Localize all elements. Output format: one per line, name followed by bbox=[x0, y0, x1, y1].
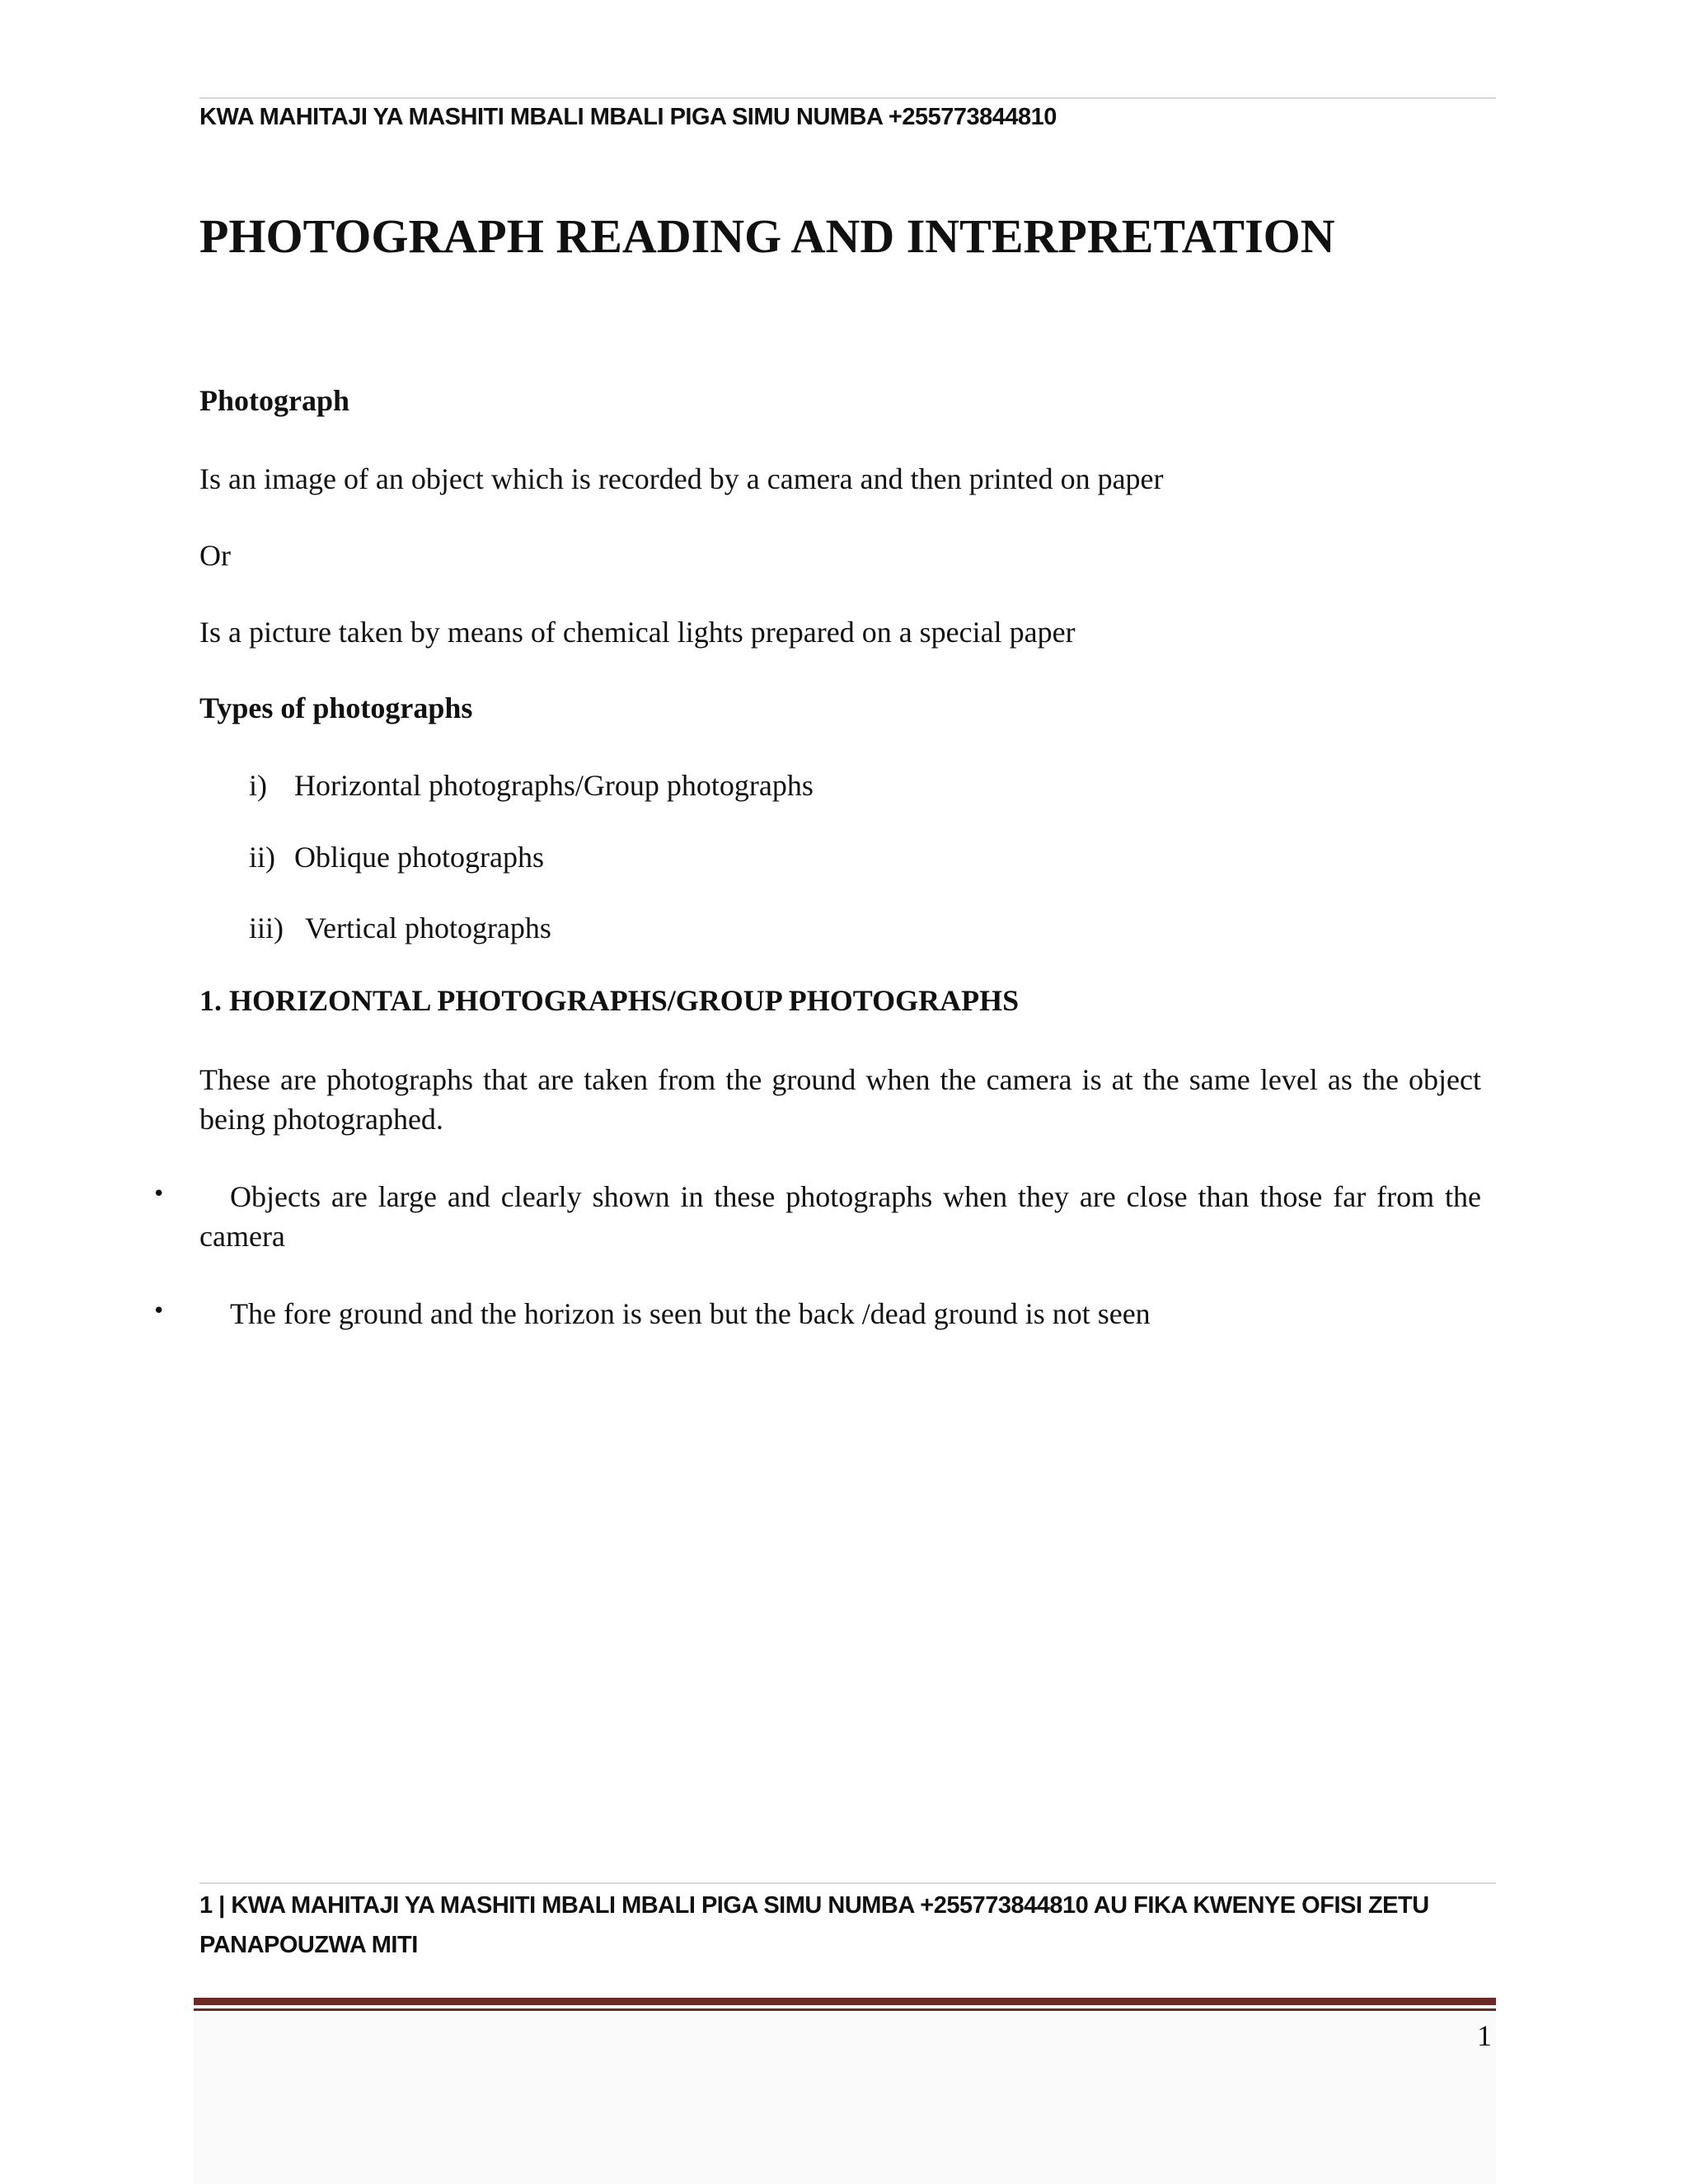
or-text: Or bbox=[199, 539, 231, 572]
page-number: 1 bbox=[1477, 2019, 1492, 2052]
bullet-icon: • bbox=[152, 1299, 166, 1324]
footer-band bbox=[194, 1998, 1496, 2005]
list-number: ii) bbox=[249, 841, 275, 874]
bullet-text: The fore ground and the horizon is seen but the back /dead ground is not seen bbox=[230, 1297, 1151, 1330]
page-header: KWA MAHITAJI YA MASHITI MBALI MBALI PIGA SIMU NUMBA +255773844810 bbox=[199, 104, 1057, 130]
list-text: Horizontal photographs/Group photographs bbox=[294, 769, 814, 802]
horizontal-description: These are photographs that are taken from the ground when the camera is at the same level as the object being photographed. bbox=[199, 1063, 1481, 1136]
list-text: Oblique photographs bbox=[294, 841, 544, 874]
section-heading-horizontal: 1. HORIZONTAL PHOTOGRAPHS/GROUP PHOTOGRAPHS bbox=[199, 984, 1020, 1017]
list-text: Vertical photographs bbox=[305, 912, 551, 944]
header-rule bbox=[199, 97, 1496, 99]
bullet-icon: • bbox=[152, 1182, 166, 1207]
bullet-text: Objects are large and clearly shown in these photographs when they are close than those far from the camera bbox=[199, 1180, 1481, 1253]
footer-rule bbox=[199, 1882, 1496, 1884]
section-heading-photograph: Photograph bbox=[199, 384, 350, 417]
definition-2: Is a picture taken by means of chemical lights prepared on a special paper bbox=[199, 616, 1076, 649]
list-number: i) bbox=[249, 769, 267, 802]
footer-band-thin bbox=[194, 2008, 1496, 2011]
footer-shade bbox=[194, 2013, 1496, 2184]
definition-1: Is an image of an object which is recorded by a camera and then printed on paper bbox=[199, 462, 1164, 495]
section-heading-types: Types of photographs bbox=[199, 691, 473, 724]
document-title: PHOTOGRAPH READING AND INTERPRETATION bbox=[199, 209, 1335, 263]
list-number: iii) bbox=[249, 912, 284, 944]
page-footer: 1 | KWA MAHITAJI YA MASHITI MBALI MBALI PIGA SIMU NUMBA +255773844810 AU FIKA KWENYE OFISI ZETU PANAPOUZWA MITI bbox=[199, 1892, 1429, 1958]
